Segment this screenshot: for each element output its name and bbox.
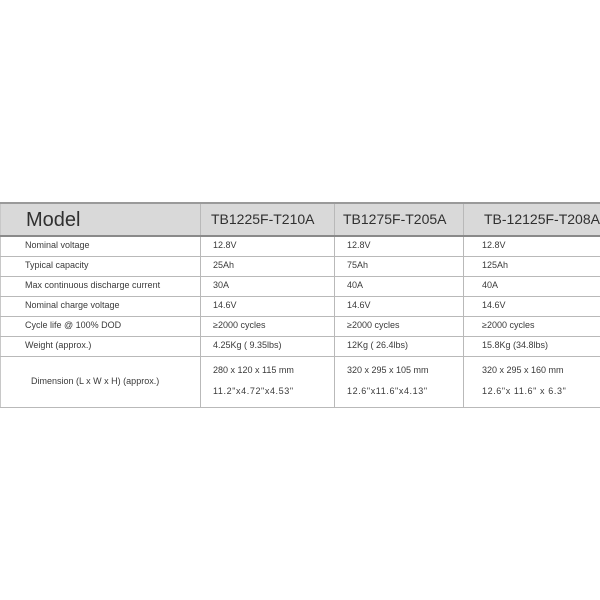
row-label: Typical capacity bbox=[1, 256, 201, 276]
cell-value: 75Ah bbox=[335, 256, 464, 276]
cell-value: 15.8Kg (34.8lbs) bbox=[464, 336, 600, 356]
dimension-cell bbox=[335, 356, 464, 407]
cell-value: ≥2000 cycles bbox=[464, 316, 600, 336]
spec-table bbox=[0, 202, 600, 408]
table-header-row bbox=[1, 203, 600, 236]
model-name-1: TB1225F-T210A bbox=[201, 203, 335, 236]
cell-value: ≥2000 cycles bbox=[201, 316, 335, 336]
cell-value: 14.6V bbox=[464, 296, 600, 316]
model-name-3: TB-12125F-T208A bbox=[464, 203, 600, 236]
cell-value: ≥2000 cycles bbox=[335, 316, 464, 336]
table-row bbox=[1, 296, 600, 316]
cell-value: 14.6V bbox=[335, 296, 464, 316]
dimension-metric: 320 x 295 x 160 mm bbox=[482, 365, 564, 376]
dimension-metric: 280 x 120 x 115 mm bbox=[213, 365, 294, 376]
cell-value: 12.8V bbox=[335, 236, 464, 256]
model-header: Model bbox=[1, 203, 201, 236]
cell-value: 12.8V bbox=[201, 236, 335, 256]
table-row bbox=[1, 276, 600, 296]
model-name-2: TB1275F-T205A bbox=[335, 203, 464, 236]
dimension-imperial: 11.2"x4.72"x4.53" bbox=[213, 386, 294, 396]
row-label: Nominal charge voltage bbox=[1, 296, 201, 316]
cell-value: 12.8V bbox=[464, 236, 600, 256]
row-label: Max continuous discharge current bbox=[1, 276, 201, 296]
table-row-dimension bbox=[1, 356, 600, 407]
dimension-metric: 320 x 295 x 105 mm bbox=[347, 365, 429, 376]
row-label: Cycle life @ 100% DOD bbox=[1, 316, 201, 336]
row-label: Weight (approx.) bbox=[1, 336, 201, 356]
dimension-imperial: 12.6"x11.6"x4.13" bbox=[347, 386, 428, 396]
dimension-cell bbox=[201, 356, 335, 407]
table-row bbox=[1, 256, 600, 276]
dimension-cell bbox=[464, 356, 600, 407]
table-row bbox=[1, 336, 600, 356]
cell-value: 30A bbox=[201, 276, 335, 296]
row-label: Dimension (L x W x H) (approx.) bbox=[1, 356, 201, 407]
cell-value: 125Ah bbox=[464, 256, 600, 276]
cell-value: 25Ah bbox=[201, 256, 335, 276]
cell-value: 4.25Kg ( 9.35lbs) bbox=[201, 336, 335, 356]
dimension-imperial: 12.6"x 11.6" x 6.3" bbox=[482, 386, 567, 396]
cell-value: 40A bbox=[464, 276, 600, 296]
table-row bbox=[1, 236, 600, 256]
table-row bbox=[1, 316, 600, 336]
cell-value: 14.6V bbox=[201, 296, 335, 316]
cell-value: 40A bbox=[335, 276, 464, 296]
row-label: Nominal voltage bbox=[1, 236, 201, 256]
cell-value: 12Kg ( 26.4lbs) bbox=[335, 336, 464, 356]
